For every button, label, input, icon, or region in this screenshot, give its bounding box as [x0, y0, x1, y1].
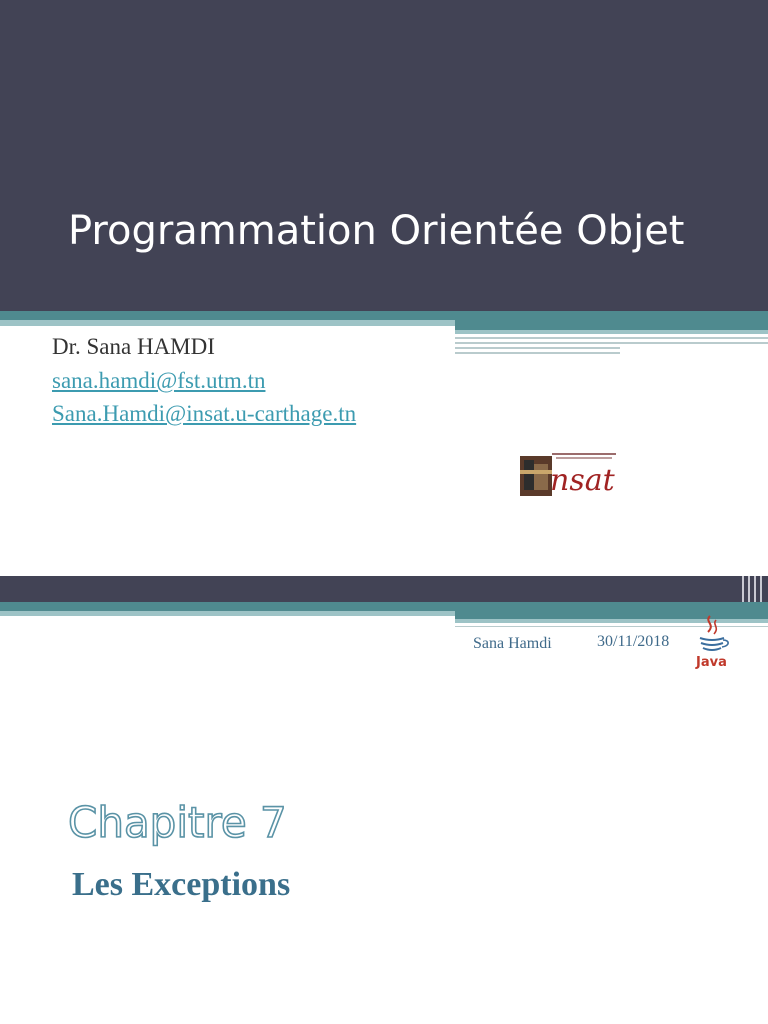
java-label: Java	[696, 655, 727, 670]
insat-logo	[512, 440, 624, 510]
footer-author: Sana Hamdi	[473, 635, 552, 652]
decor-tick	[742, 576, 744, 602]
java-icon	[690, 612, 734, 670]
decor-stripe	[0, 311, 768, 320]
footer-date: 30/11/2018	[597, 633, 670, 650]
author-name: Dr. Sana HAMDI	[52, 334, 215, 359]
decor-line	[455, 352, 620, 354]
decor-stripe	[455, 320, 768, 330]
slide-title: Programmation Orientée Objet	[68, 208, 685, 254]
decor-line	[455, 337, 768, 339]
logo-text: nsat	[550, 463, 615, 498]
decor-line	[455, 347, 620, 349]
decor-stripe	[0, 611, 455, 616]
decor-line	[455, 342, 768, 344]
email-link-insat[interactable]: Sana.Hamdi@insat.u-carthage.tn	[52, 401, 357, 426]
decor-tick	[754, 576, 756, 602]
decor-stripe	[455, 330, 768, 334]
decor-stripe	[0, 320, 455, 326]
chapter-subtitle: Les Exceptions	[72, 866, 291, 903]
chapter-banner	[0, 576, 768, 602]
title-banner	[0, 0, 768, 311]
decor-tick	[760, 576, 762, 602]
chapter-heading: Chapitre 7	[68, 798, 287, 847]
decor-stripe	[0, 602, 768, 611]
decor-tick	[748, 576, 750, 602]
email-link-fst[interactable]: sana.hamdi@fst.utm.tn	[52, 368, 266, 393]
chapter-slide	[0, 576, 768, 1024]
